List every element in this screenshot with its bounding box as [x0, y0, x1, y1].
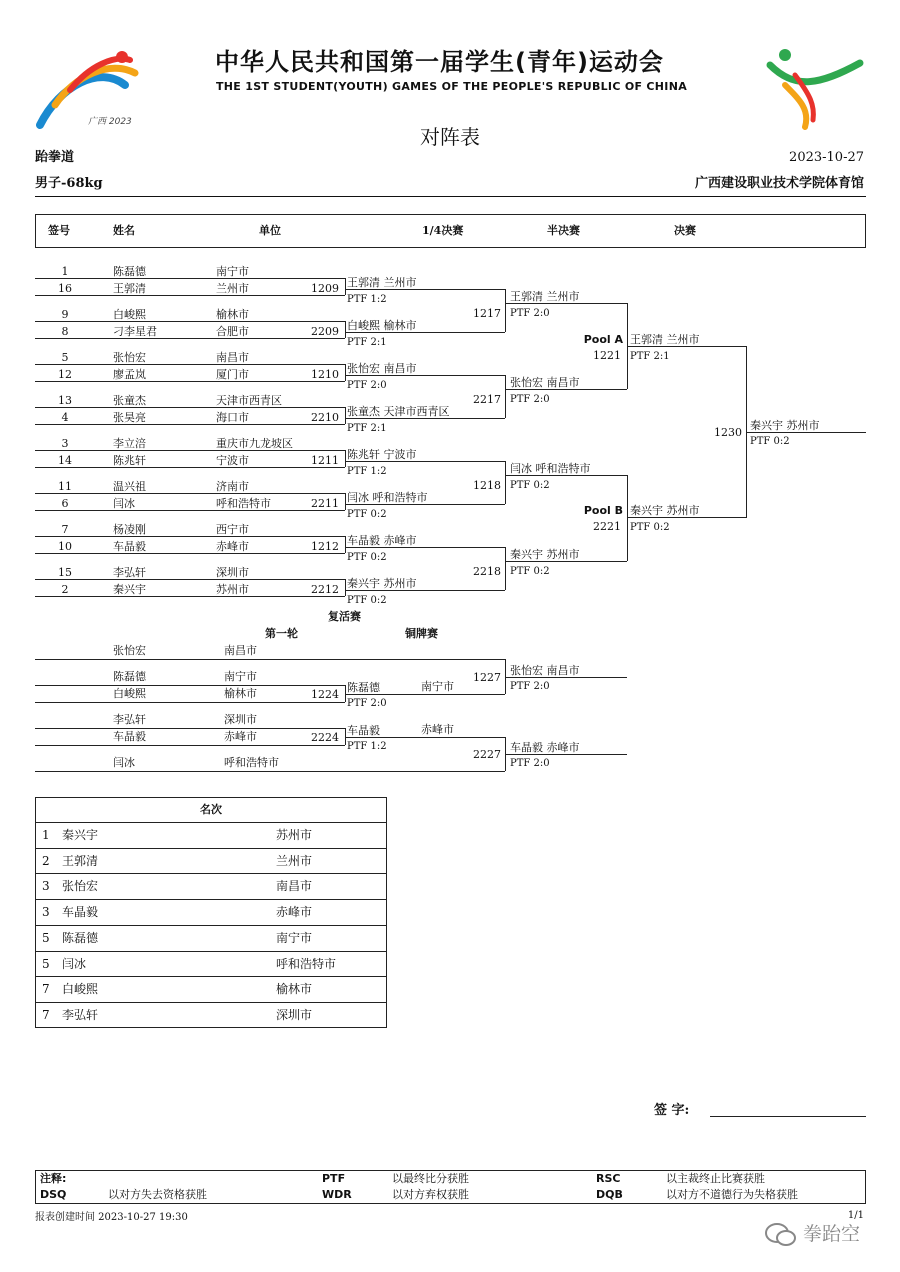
qf-match-number: 1217 [473, 307, 501, 320]
match-connector [345, 321, 346, 338]
repechage-unit: 南宁市 [224, 670, 257, 683]
final-score: PTF 0:2 [750, 436, 790, 447]
ranking-name: 闫冰 [62, 956, 87, 971]
draw-seed: 13 [58, 394, 72, 407]
competitor-unit: 兰州市 [216, 282, 249, 295]
qf-winner: 白峻熙 榆林市 [347, 319, 417, 332]
col-unit: 单位 [259, 224, 281, 237]
ranking-unit: 榆林市 [276, 982, 313, 997]
pool-score: PTF 0:2 [630, 522, 670, 533]
competitor-line [35, 364, 345, 365]
sf-winner: 张怡宏 南昌市 [510, 376, 580, 389]
competitor-line [35, 579, 345, 580]
watermark-text: 拳跆空 [803, 1223, 861, 1245]
pool-winner: 秦兴宇 苏州市 [630, 504, 700, 517]
sf-score: PTF 2:0 [510, 308, 550, 319]
competitor-unit: 深圳市 [216, 566, 249, 579]
competitor-name: 闫冰 [113, 497, 135, 510]
competitor-line [35, 407, 345, 408]
draw-seed: 6 [61, 497, 69, 510]
match-number: 1210 [311, 368, 339, 381]
legend-desc-wdr: 以对方弃权获胜 [392, 1188, 469, 1201]
ranking-position: 5 [42, 956, 50, 971]
competitor-name: 秦兴宇 [113, 583, 146, 596]
repechage-match-number: 1224 [311, 688, 339, 701]
bronze-winner-line [505, 677, 627, 678]
draw-seed: 1 [61, 265, 69, 278]
match-number: 2211 [311, 497, 339, 510]
signature-line[interactable] [710, 1116, 866, 1117]
sf-winner: 秦兴宇 苏州市 [510, 548, 580, 561]
competitor-unit: 赤峰市 [216, 540, 249, 553]
competitor-line [35, 338, 345, 339]
ranking-position: 2 [42, 853, 50, 868]
header-divider [35, 196, 866, 197]
pool-winner-line [627, 346, 747, 347]
event-date: 2023-10-27 [789, 150, 864, 165]
draw-seed: 8 [61, 325, 69, 338]
repechage-unit: 深圳市 [224, 713, 257, 726]
match-connector [345, 579, 346, 596]
sf-winner: 王郭清 兰州市 [510, 290, 580, 303]
competitor-unit: 苏州市 [216, 583, 249, 596]
ranking-position: 3 [42, 879, 50, 894]
qf-winner-line [345, 418, 505, 419]
competitor-name: 张怡宏 [113, 351, 146, 364]
competitor-unit: 宁波市 [216, 454, 249, 467]
repechage-r1-score: PTF 1:2 [347, 741, 387, 752]
repechage-name: 张怡宏 [113, 644, 146, 657]
ranking-divider [35, 925, 387, 926]
qf-score: PTF 0:2 [347, 595, 387, 606]
ranking-unit: 苏州市 [276, 828, 313, 842]
repechage-r1-line [345, 694, 505, 695]
repechage-r1-name: 陈磊德 [347, 681, 380, 694]
pool-winner-line [627, 517, 747, 518]
ranking-name: 白峻熙 [62, 982, 99, 997]
ranking-unit: 南昌市 [276, 879, 313, 894]
ranking-divider [35, 873, 387, 874]
qf-connector [505, 289, 506, 332]
competitor-name: 张昊亮 [113, 411, 146, 424]
qf-score: PTF 2:0 [347, 380, 387, 391]
final-match-number: 1230 [714, 426, 742, 439]
qf-score: PTF 0:2 [347, 552, 387, 563]
sf-winner-line [505, 389, 627, 390]
match-connector [345, 450, 346, 467]
bronze-match-number: 2227 [473, 748, 501, 761]
col-name: 姓名 [113, 224, 135, 237]
competitor-line [35, 381, 345, 382]
qf-winner-line [345, 547, 505, 548]
match-number: 2209 [311, 325, 339, 338]
pool-match-number: 1221 [593, 349, 621, 362]
competitor-line [35, 295, 345, 296]
competitor-line [35, 596, 345, 597]
bronze-match-number: 1227 [473, 671, 501, 684]
draw-seed: 4 [61, 411, 69, 424]
pool-score: PTF 2:1 [630, 351, 670, 362]
repechage-name: 李弘轩 [113, 713, 146, 726]
repechage-name: 陈磊德 [113, 670, 146, 683]
repechage-unit: 南昌市 [224, 644, 257, 657]
qf-connector [505, 461, 506, 504]
repechage-round1-label: 第一轮 [265, 627, 298, 640]
draw-seed: 5 [61, 351, 69, 364]
competitor-unit: 重庆市九龙坡区 [216, 437, 293, 450]
competitor-line [35, 467, 345, 468]
match-number: 1209 [311, 282, 339, 295]
legend-desc-rsc: 以主裁终止比赛获胜 [666, 1172, 765, 1185]
match-number: 2212 [311, 583, 339, 596]
ranking-divider [35, 822, 387, 823]
qf-winner: 闫冰 呼和浩特市 [347, 491, 428, 504]
bronze-winner: 张怡宏 南昌市 [510, 664, 580, 677]
repechage-r1-name: 车晶毅 [347, 724, 380, 737]
report-created-time: 报表创建时间 2023-10-27 19:30 [35, 1212, 188, 1223]
qf-match-number: 2217 [473, 393, 501, 406]
pool-match-number: 2221 [593, 520, 621, 533]
match-number: 2210 [311, 411, 339, 424]
competitor-unit: 南昌市 [216, 351, 249, 364]
repechage-line [35, 771, 505, 772]
match-connector [345, 278, 346, 295]
match-connector [345, 536, 346, 553]
repechage-r1-score: PTF 2:0 [347, 698, 387, 709]
ranking-unit: 南宁市 [276, 930, 313, 945]
qf-winner-line [345, 590, 505, 591]
ranking-unit: 深圳市 [276, 1007, 313, 1022]
qf-winner: 陈兆轩 宁波市 [347, 448, 417, 461]
competitor-unit: 济南市 [216, 480, 249, 493]
col-final: 决赛 [674, 224, 696, 237]
repechage-match-number: 2224 [311, 731, 339, 744]
qf-winner: 张怡宏 南昌市 [347, 362, 417, 375]
competitor-line [35, 510, 345, 511]
page-number: 1/1 [847, 1210, 864, 1221]
repechage-unit: 赤峰市 [224, 730, 257, 743]
repechage-unit: 呼和浩特市 [224, 756, 279, 769]
col-quarterfinal: 1/4决赛 [422, 224, 464, 237]
competitor-unit: 南宁市 [216, 265, 249, 278]
ranking-unit: 赤峰市 [276, 905, 313, 920]
competitor-name: 李立涪 [113, 437, 146, 450]
ranking-divider [35, 1002, 387, 1003]
competitor-unit: 海口市 [216, 411, 249, 424]
repechage-line [35, 659, 505, 660]
qf-winner-line [345, 461, 505, 462]
venue-name: 广西建设职业技术学院体育馆 [694, 176, 864, 191]
repechage-bronze-label: 铜牌赛 [405, 627, 438, 640]
competitor-line [35, 321, 345, 322]
sf-connector [627, 475, 628, 561]
weight-category: 男子-68kg [35, 176, 103, 191]
competitor-name: 张童杰 [113, 394, 146, 407]
competitor-unit: 西宁市 [216, 523, 249, 536]
repechage-name: 车晶毅 [113, 730, 146, 743]
sf-winner-line [505, 303, 627, 304]
legend-code-dsq: DSQ [40, 1188, 67, 1201]
competitor-name: 车晶毅 [113, 540, 146, 553]
qf-score: PTF 1:2 [347, 466, 387, 477]
qf-score: PTF 1:2 [347, 294, 387, 305]
legend-desc-dqb: 以对方不道德行为失格获胜 [666, 1188, 798, 1201]
wechat-icon [764, 1222, 798, 1248]
legend-desc-ptf: 以最终比分获胜 [392, 1172, 469, 1185]
ranking-divider [35, 899, 387, 900]
qf-match-number: 1218 [473, 479, 501, 492]
competitor-unit: 厦门市 [216, 368, 249, 381]
ranking-name: 李弘轩 [62, 1007, 99, 1022]
competitor-name: 陈兆轩 [113, 454, 146, 467]
col-seed: 签号 [48, 224, 70, 237]
competitor-name: 廖孟岚 [113, 368, 146, 381]
sf-winner: 闫冰 呼和浩特市 [510, 462, 591, 475]
qf-score: PTF 0:2 [347, 509, 387, 520]
ranking-name: 秦兴宇 [62, 828, 99, 842]
sf-score: PTF 2:0 [510, 394, 550, 405]
signature-label: 签 字: [654, 1103, 690, 1118]
competitor-line [35, 553, 345, 554]
draw-seed: 15 [58, 566, 72, 579]
logo-caption: 广西 2023 [88, 117, 132, 127]
pool-winner: 王郭清 兰州市 [630, 333, 700, 346]
draw-seed: 2 [61, 583, 69, 596]
draw-seed: 3 [61, 437, 69, 450]
draw-seed: 14 [58, 454, 72, 467]
competitor-name: 刁李星君 [113, 325, 157, 338]
competitor-unit: 呼和浩特市 [216, 497, 271, 510]
competitor-name: 王郭清 [113, 282, 146, 295]
competitor-line [35, 424, 345, 425]
qf-connector [505, 375, 506, 418]
ranking-name: 陈磊德 [62, 930, 99, 945]
repechage-line [35, 728, 345, 729]
qf-winner-line [345, 332, 505, 333]
sf-winner-line [505, 561, 627, 562]
qf-winner: 秦兴宇 苏州市 [347, 577, 417, 590]
games-title-cn: 中华人民共和国第一届学生(青年)运动会 [215, 48, 664, 76]
qf-winner-line [345, 504, 505, 505]
competitor-line [35, 536, 345, 537]
repechage-line [35, 702, 345, 703]
ranking-position: 1 [42, 828, 50, 842]
ranking-position: 7 [42, 982, 50, 997]
repechage-unit: 榆林市 [224, 687, 257, 700]
bronze-score: PTF 2:0 [510, 681, 550, 692]
ranking-position: 3 [42, 905, 50, 920]
repechage-title: 复活赛 [328, 610, 361, 623]
ranking-divider [35, 951, 387, 952]
draw-seed: 9 [61, 308, 69, 321]
ranking-name: 张怡宏 [62, 879, 99, 894]
repechage-r1-unit: 赤峰市 [421, 723, 454, 736]
competitor-line [35, 493, 345, 494]
sf-winner-line [505, 475, 627, 476]
match-connector [345, 407, 346, 424]
competitor-line [35, 450, 345, 451]
repechage-r1-unit: 南宁市 [421, 680, 454, 693]
qf-winner: 王郭清 兰州市 [347, 276, 417, 289]
draw-seed: 7 [61, 523, 69, 536]
bronze-winner: 车晶毅 赤峰市 [510, 741, 580, 754]
pool-label: Pool B [583, 504, 623, 517]
qf-winner-line [345, 289, 505, 290]
qf-winner-line [345, 375, 505, 376]
repechage-name: 闫冰 [113, 756, 135, 769]
legend-code-dqb: DQB [596, 1188, 623, 1201]
champion-name: 秦兴宇 苏州市 [750, 419, 820, 432]
competitor-name: 白峻熙 [113, 308, 146, 321]
ranking-divider [35, 976, 387, 977]
qf-winner: 张童杰 天津市西青区 [347, 405, 450, 418]
competitor-unit: 合肥市 [216, 325, 249, 338]
draw-seed: 10 [58, 540, 72, 553]
ranking-position: 5 [42, 930, 50, 945]
qf-connector [505, 547, 506, 590]
competitor-line [35, 278, 345, 279]
sf-score: PTF 0:2 [510, 480, 550, 491]
competitor-name: 温兴祖 [113, 480, 146, 493]
repechage-line [35, 685, 345, 686]
repechage-name: 白峻熙 [113, 687, 146, 700]
legend-code-rsc: RSC [596, 1172, 621, 1185]
match-number: 1211 [311, 454, 339, 467]
draw-seed: 16 [58, 282, 72, 295]
legend-code-wdr: WDR [322, 1188, 352, 1201]
qf-match-number: 2218 [473, 565, 501, 578]
match-connector [345, 364, 346, 381]
ranking-divider [35, 848, 387, 849]
competitor-name: 李弘轩 [113, 566, 146, 579]
legend-desc-dsq: 以对方失去资格获胜 [108, 1188, 207, 1201]
competitor-name: 陈磊德 [113, 265, 146, 278]
bronze-winner-line [505, 754, 627, 755]
repechage-line [35, 745, 345, 746]
match-connector [345, 493, 346, 510]
document-title: 对阵表 [420, 125, 480, 149]
pool-label: Pool A [583, 333, 623, 346]
competitor-unit: 天津市西青区 [216, 394, 282, 407]
ranking-name: 王郭清 [62, 853, 99, 868]
sport-name: 跆拳道 [35, 150, 75, 165]
competitor-unit: 榆林市 [216, 308, 249, 321]
repechage-r1-line [345, 737, 505, 738]
ranking-unit: 呼和浩特市 [276, 956, 337, 971]
competitor-name: 杨凌刚 [113, 523, 146, 536]
qf-winner: 车晶毅 赤峰市 [347, 534, 417, 547]
col-semifinal: 半决赛 [547, 224, 580, 237]
ranking-unit: 兰州市 [276, 853, 313, 868]
match-number: 1212 [311, 540, 339, 553]
qf-score: PTF 2:1 [347, 337, 387, 348]
champion-line [746, 432, 866, 433]
ranking-title: 名次 [200, 803, 222, 816]
games-title-en: THE 1ST STUDENT(YOUTH) GAMES OF THE PEOPLE'S REPUBLIC OF CHINA [216, 80, 688, 93]
draw-seed: 11 [58, 480, 72, 493]
legend-code-ptf: PTF [322, 1172, 346, 1185]
draw-seed: 12 [58, 368, 72, 381]
qf-score: PTF 2:1 [347, 423, 387, 434]
ranking-position: 7 [42, 1007, 50, 1022]
bronze-score: PTF 2:0 [510, 758, 550, 769]
ranking-name: 车晶毅 [62, 905, 99, 920]
legend-note-label: 注释: [40, 1172, 67, 1185]
sf-score: PTF 0:2 [510, 566, 550, 577]
